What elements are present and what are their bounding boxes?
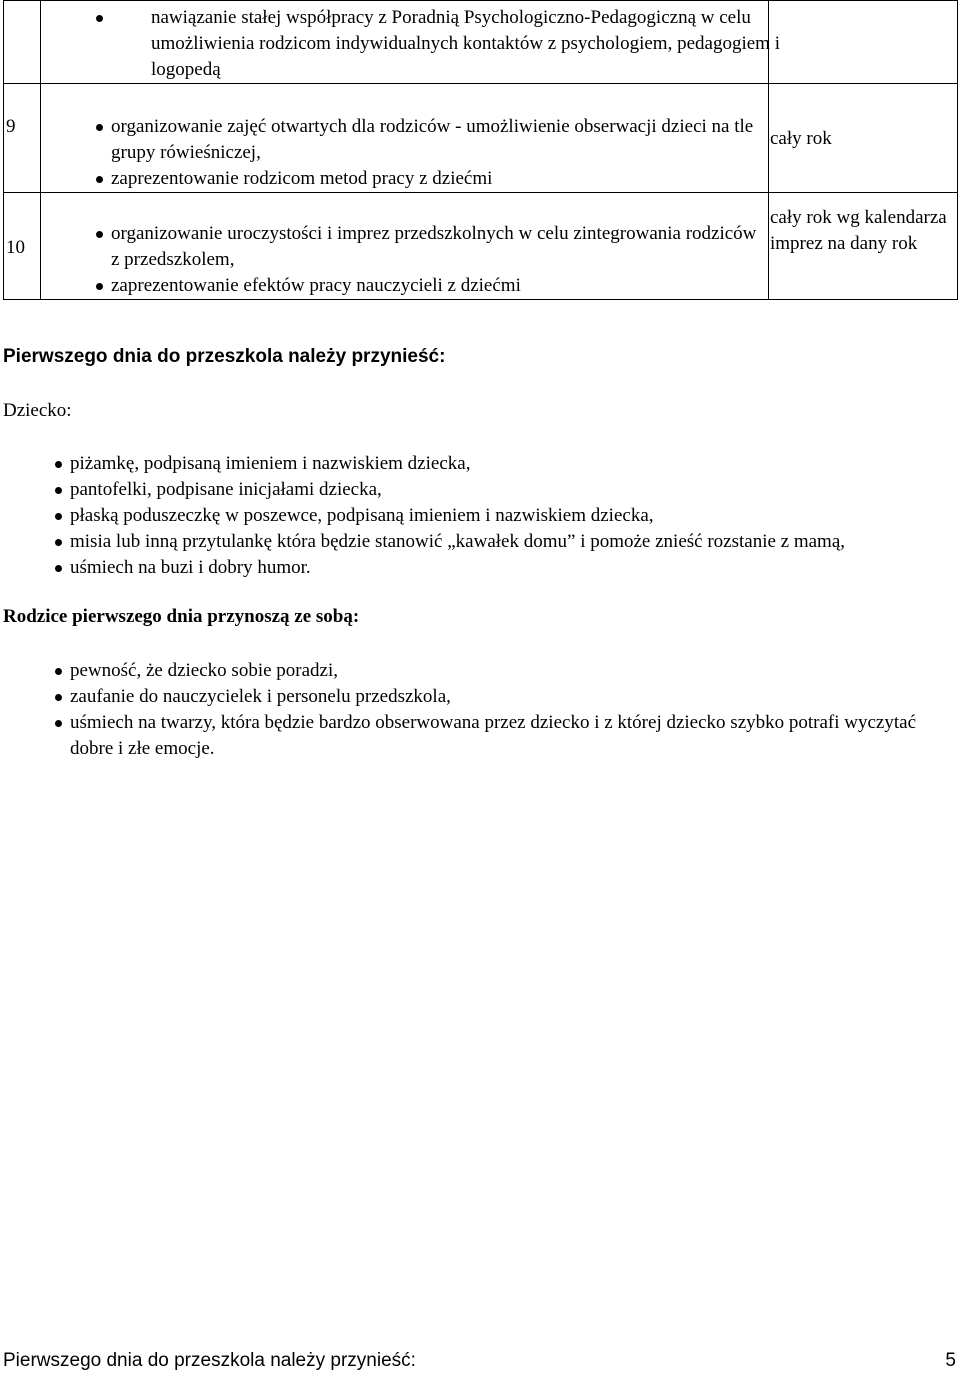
task-cell [41, 193, 769, 300]
list-item: misia lub inną przytulankę która będzie stanowić „kawałek domu” i pomoże znieść rozstanie z mamą, [0, 529, 845, 555]
bullet-icon [55, 720, 62, 727]
bullet-icon [96, 176, 103, 183]
list-item: zaprezentowanie rodzicom metod pracy z dziećmi [41, 166, 768, 192]
page-number: 5 [945, 1350, 956, 1371]
list-item: zaprezentowanie efektów pracy nauczycieli z dziećmi [41, 273, 768, 299]
bullet-icon [96, 15, 103, 22]
list-item: organizowanie zajęć otwartych dla rodziców - umożliwienie obserwacji dzieci na tle grupy rówieśniczej, [41, 114, 768, 166]
row-number [4, 1, 41, 84]
list-item: nawiązanie stałej współpracy z Poradnią Psychologiczno-Pedagogiczną w celu umożliwienia rodzicom indywidualnych kontaktów z psychologiem, pedagogiem i logopedą [41, 5, 768, 83]
term-cell: cały rok [769, 84, 958, 193]
child-heading: Dziecko: [3, 400, 72, 421]
row-number: 10 [4, 193, 41, 300]
row-number: 9 [4, 84, 41, 193]
task-cell [41, 1, 780, 84]
task-table [3, 0, 958, 300]
list-item: pantofelki, podpisane inicjałami dziecka, [0, 477, 845, 503]
bullet-icon [96, 231, 103, 238]
bullet-icon [55, 668, 62, 675]
bullet-icon [55, 539, 62, 546]
list-item: pewność, że dziecko sobie poradzi, [0, 658, 950, 684]
page-footer [3, 1350, 956, 1372]
task-cell [41, 84, 769, 193]
section-title: Pierwszego dnia do przeszkola należy przynieść: [3, 346, 446, 367]
term-cell: cały rok wg kalendarza imprez na dany rok [769, 193, 958, 300]
list-item: piżamkę, podpisaną imieniem i nazwiskiem dziecka, [0, 451, 845, 477]
parents-items-list [0, 658, 950, 762]
bullet-icon [55, 487, 62, 494]
table-row [4, 193, 958, 300]
list-item: zaufanie do nauczycielek i personelu przedszkola, [0, 684, 950, 710]
list-item: uśmiech na twarzy, która będzie bardzo obserwowana przez dziecko i z której dziecko szybko potrafi wyczytać dobre i złe emocje. [0, 710, 950, 762]
parents-heading: Rodzice pierwszego dnia przynoszą ze sobą: [3, 606, 360, 627]
child-items-list [0, 451, 845, 581]
bullet-icon [96, 124, 103, 131]
bullet-icon [55, 694, 62, 701]
footer-title: Pierwszego dnia do przeszkola należy przynieść: [3, 1350, 416, 1371]
table-row [4, 1, 958, 84]
bullet-icon [55, 513, 62, 520]
list-item: płaską poduszeczkę w poszewce, podpisaną imieniem i nazwiskiem dziecka, [0, 503, 845, 529]
bullet-icon [55, 461, 62, 468]
list-item: organizowanie uroczystości i imprez przedszkolnych w celu zintegrowania rodziców z przedszkolem, [41, 221, 768, 273]
bullet-icon [96, 283, 103, 290]
table-row [4, 84, 958, 193]
bullet-icon [55, 565, 62, 572]
list-item: uśmiech na buzi i dobry humor. [0, 555, 845, 581]
